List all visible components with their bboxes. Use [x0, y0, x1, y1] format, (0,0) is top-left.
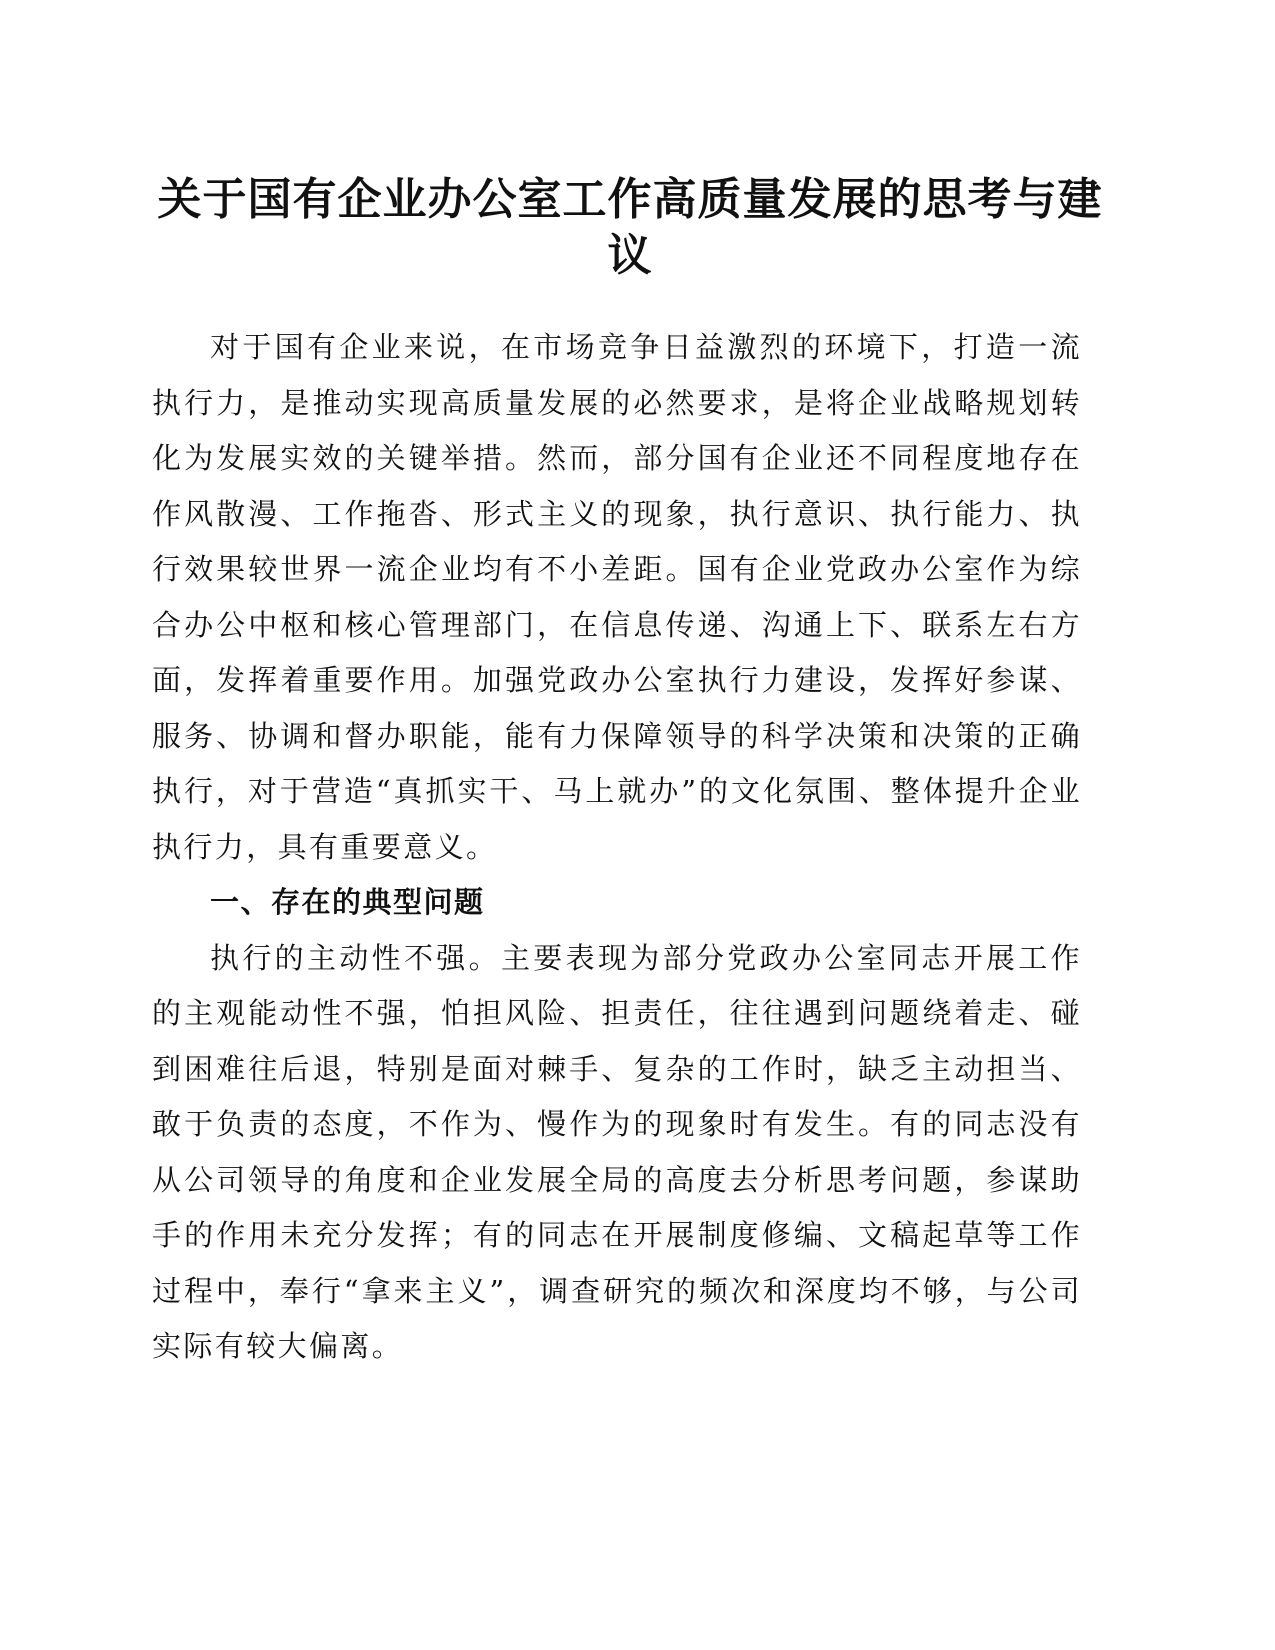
document-title: 关于国有企业办公室工作高质量发展的思考与建议	[157, 174, 1103, 281]
body-paragraph-intro: 对于国有企业来说，在市场竞争日益激烈的环境下，打造一流执行力，是推动实现高质量发展的必然要求，是将企业战略规划转化为发展实效的关键举措。然而，部分国有企业还不同程度地存在作风散漫、工作拖沓、形式主义的现象，执行意识、执行能力、执行效果较世界一流企业均有不小差距。国有企业党政办公室作为综合办公中枢和核心管理部门，在信息传递、沟通上下、联系左右方面，发挥着重要作用。加强党政办公室执行力建设，发挥好参谋、服务、协调和督办职能，能有力保障领导的科学决策和决策的正确执行，对于营造“真抓实干、马上就办”的文化氛围、整体提升企业执行力，具有重要意义。	[152, 330, 1082, 864]
body-paragraph-initiative: 执行的主动性不强。主要表现为部分党政办公室同志开展工作的主观能动性不强，怕担风险、担责任，往往遇到问题绕着走、碰到困难往后退，特别是面对棘手、复杂的工作时，缺乏主动担当、敢于负责的态度，不作为、慢作为的现象时有发生。有的同志没有从公司领导的角度和企业发展全局的高度去分析思考问题，参谋助手的作用未充分发挥；有的同志在开展制度修编、文稿起草等工作过程中，奉行“拿来主义”，调查研究的频次和深度均不够，与公司实际有较大偏离。	[152, 940, 1082, 1363]
document-body	[152, 320, 1082, 1375]
section-heading-typical-problems: 一、存在的典型问题	[210, 885, 485, 919]
